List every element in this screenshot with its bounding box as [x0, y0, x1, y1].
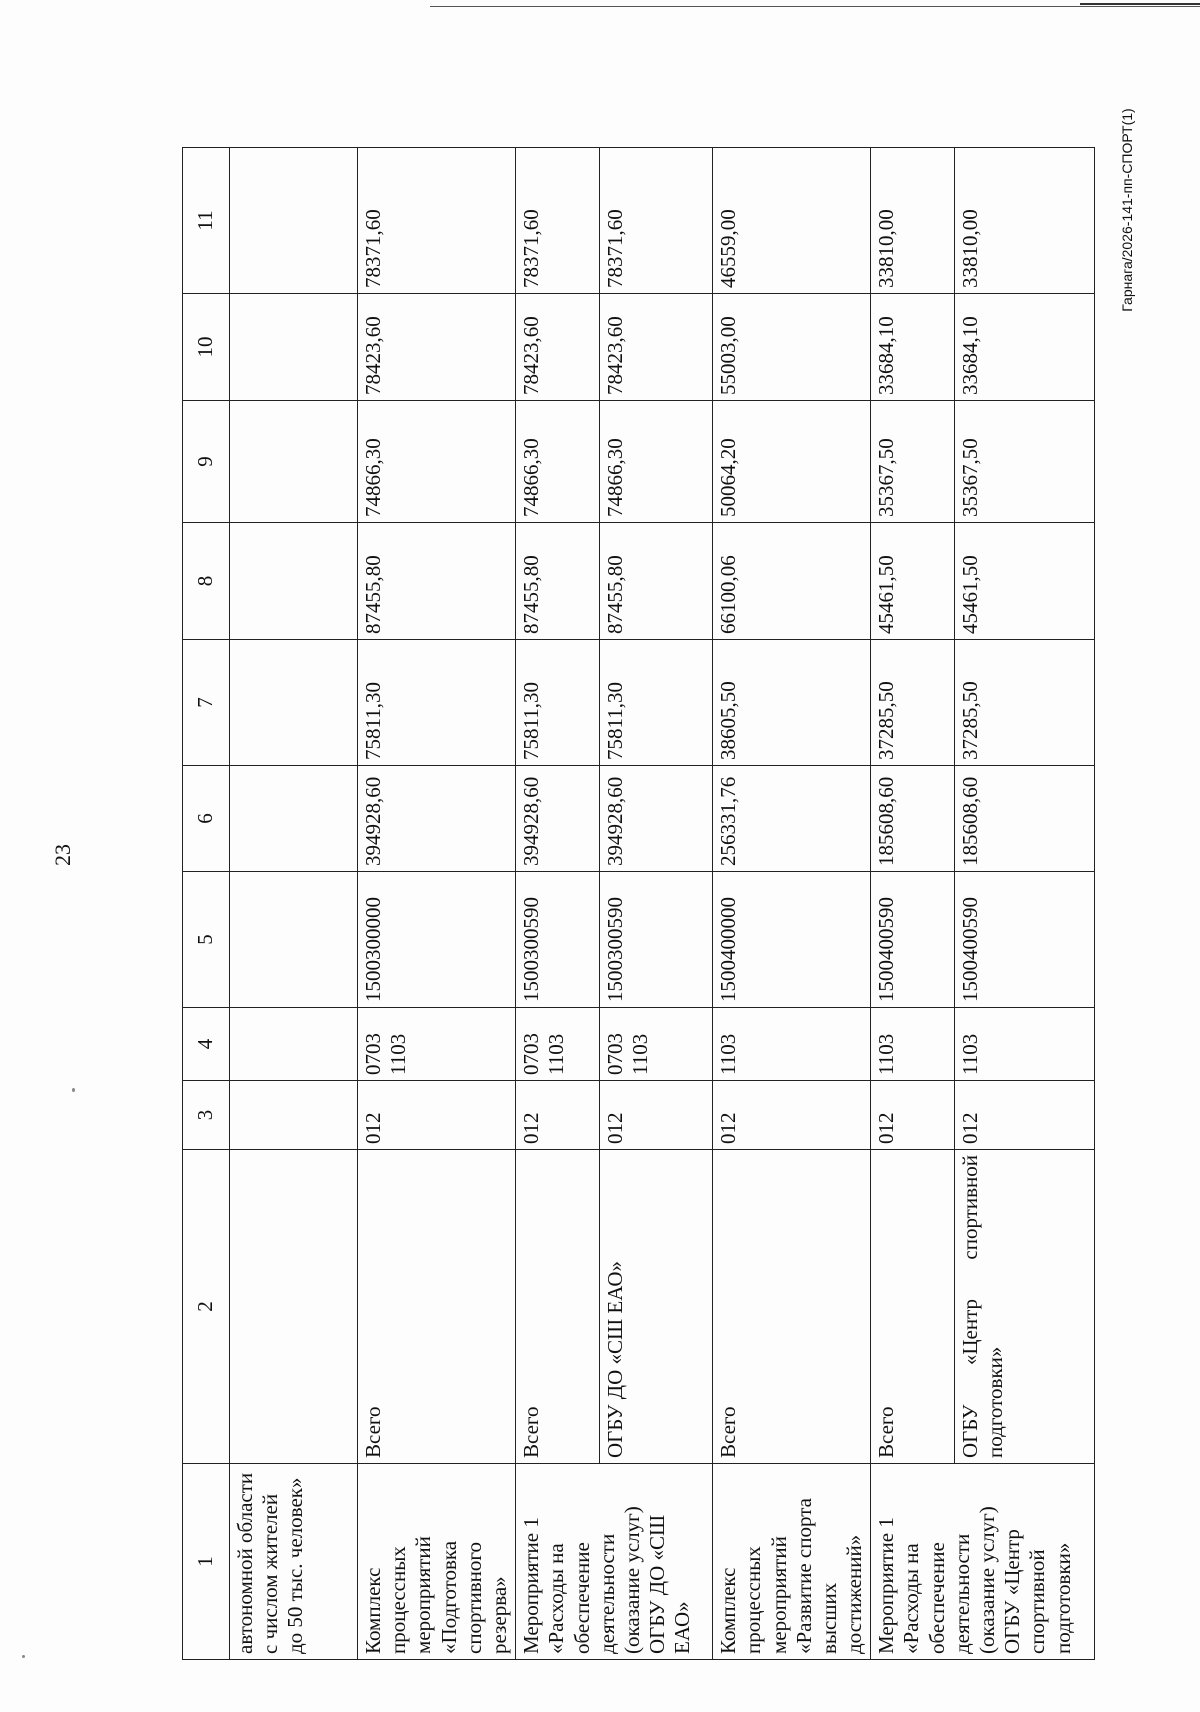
table-cell: [230, 1150, 358, 1464]
table-cell-section: 1103: [713, 1008, 871, 1081]
table-cell-target-code: 1500400000: [713, 872, 871, 1008]
table-cell: [230, 1008, 358, 1081]
table-cell: [230, 148, 358, 294]
table-cell-code: 012: [358, 1081, 516, 1150]
table-cell-section: 1103: [955, 1008, 1095, 1081]
table-cell-year: 78423,60: [600, 294, 713, 401]
table-cell-year: 87455,80: [516, 523, 600, 640]
table-cell-name: Мероприятие 1 «Расходы на обеспечение деятельности (оказание услуг) ОГБУ ДО «СШ ЕАО»: [516, 1464, 713, 1660]
column-header: 2: [183, 1150, 230, 1464]
table-cell-year: 78423,60: [358, 294, 516, 401]
table-cell-code: 012: [600, 1081, 713, 1150]
table-row: [600, 148, 713, 1660]
scan-top-edge: [1080, 3, 1200, 5]
table-row: [516, 148, 600, 1660]
table-cell-target-code: 1500300000: [358, 872, 516, 1008]
table-cell-section: 0703 1103: [516, 1008, 600, 1081]
table-cell-executor: Всего: [358, 1150, 516, 1464]
table-cell-year: 78371,60: [516, 148, 600, 294]
table-cell-name: Комплекс процессных мероприятий «Развитие спорта высших достижений»: [713, 1464, 871, 1660]
column-header: 1: [183, 1464, 230, 1660]
table-cell-year: 35367,50: [955, 401, 1095, 523]
table-cell-total: 394928,60: [516, 766, 600, 872]
table-cell-year: 66100,06: [713, 523, 871, 640]
table-cell: [230, 401, 358, 523]
table-cell-code: 012: [955, 1081, 1095, 1150]
table-cell-year: 38605,50: [713, 640, 871, 766]
table-cell-total: 394928,60: [358, 766, 516, 872]
table-cell-target-code: 1500300590: [516, 872, 600, 1008]
table-cell-year: 78371,60: [600, 148, 713, 294]
table-row: [871, 148, 955, 1660]
table-row: [955, 148, 1095, 1660]
column-header: 6: [183, 766, 230, 872]
table-row: [358, 148, 516, 1660]
table-cell-year: 45461,50: [955, 523, 1095, 640]
table-cell: [230, 1081, 358, 1150]
column-header: 7: [183, 640, 230, 766]
table-cell-name: Комплекс процессных мероприятий «Подготовка спортивного резерва»: [358, 1464, 516, 1660]
scan-speck: [72, 1088, 75, 1092]
budget-table: [182, 147, 1095, 1660]
table-cell: [230, 640, 358, 766]
table-cell-code: 012: [713, 1081, 871, 1150]
table-cell-section: 0703 1103: [358, 1008, 516, 1081]
table-cell-total: 394928,60: [600, 766, 713, 872]
column-header: 8: [183, 523, 230, 640]
table-cell-year: 74866,30: [600, 401, 713, 523]
table-cell-section: 0703 1103: [600, 1008, 713, 1081]
scan-speck: [22, 1655, 25, 1658]
table-cell: [230, 523, 358, 640]
table-cell-year: 37285,50: [871, 640, 955, 766]
table-cell-year: 74866,30: [516, 401, 600, 523]
column-header: 10: [183, 294, 230, 401]
table-cell-year: 35367,50: [871, 401, 955, 523]
table-cell-executor: ОГБУ «Центр спортивной подготовки»: [955, 1150, 1095, 1464]
table-cell: [230, 294, 358, 401]
table-cell-executor: ОГБУ ДО «СШ ЕАО»: [600, 1150, 713, 1464]
table-cell-section: 1103: [871, 1008, 955, 1081]
table-cell-year: 33810,00: [955, 148, 1095, 294]
table-cell-year: 50064,20: [713, 401, 871, 523]
table-row: [713, 148, 871, 1660]
table-cell-year: 55003,00: [713, 294, 871, 401]
table-cell-code: 012: [516, 1081, 600, 1150]
table-cell-year: 45461,50: [871, 523, 955, 640]
table-header-row: [183, 148, 230, 1660]
rotated-table-container: [182, 148, 1075, 1660]
column-header: 9: [183, 401, 230, 523]
table-cell-year: 46559,00: [713, 148, 871, 294]
table-cell-total: 185608,60: [871, 766, 955, 872]
table-cell-target-code: 1500400590: [871, 872, 955, 1008]
column-header: 11: [183, 148, 230, 294]
table-cell-year: 87455,80: [358, 523, 516, 640]
document-footer-code: Гарнага/2026-141-пп-СПОРТ(1): [1119, 108, 1135, 312]
table-cell-target-code: 1500300590: [600, 872, 713, 1008]
table-cell-year: 78423,60: [516, 294, 600, 401]
table-cell: [230, 766, 358, 872]
column-header: 3: [183, 1081, 230, 1150]
table-cell-executor: Всего: [871, 1150, 955, 1464]
table-cell: [230, 872, 358, 1008]
scan-top-line: [430, 6, 1200, 7]
table-cell-year: 78371,60: [358, 148, 516, 294]
column-header: 5: [183, 872, 230, 1008]
table-cell-year: 33684,10: [871, 294, 955, 401]
column-header: 4: [183, 1008, 230, 1081]
table-row: [230, 148, 358, 1660]
table-cell-executor: Всего: [516, 1150, 600, 1464]
table-cell-year: 75811,30: [600, 640, 713, 766]
page-number: 23: [50, 844, 75, 866]
table-cell-total: 185608,60: [955, 766, 1095, 872]
table-cell-year: 75811,30: [358, 640, 516, 766]
table-cell-total: 256331,76: [713, 766, 871, 872]
table-cell-year: 87455,80: [600, 523, 713, 640]
table-cell-year: 75811,30: [516, 640, 600, 766]
table-cell-target-code: 1500400590: [955, 872, 1095, 1008]
table-cell-name: Мероприятие 1 «Расходы на обеспечение деятельности (оказание услуг) ОГБУ «Центр спортивной подготовки»: [871, 1464, 1095, 1660]
table-cell-name: автономной области с числом жителей до 50 тыс. человек»: [230, 1464, 358, 1660]
table-cell-year: 74866,30: [358, 401, 516, 523]
table-cell-year: 33810,00: [871, 148, 955, 294]
table-cell-executor: Всего: [713, 1150, 871, 1464]
table-cell-year: 37285,50: [955, 640, 1095, 766]
table-cell-code: 012: [871, 1081, 955, 1150]
table-cell-year: 33684,10: [955, 294, 1095, 401]
